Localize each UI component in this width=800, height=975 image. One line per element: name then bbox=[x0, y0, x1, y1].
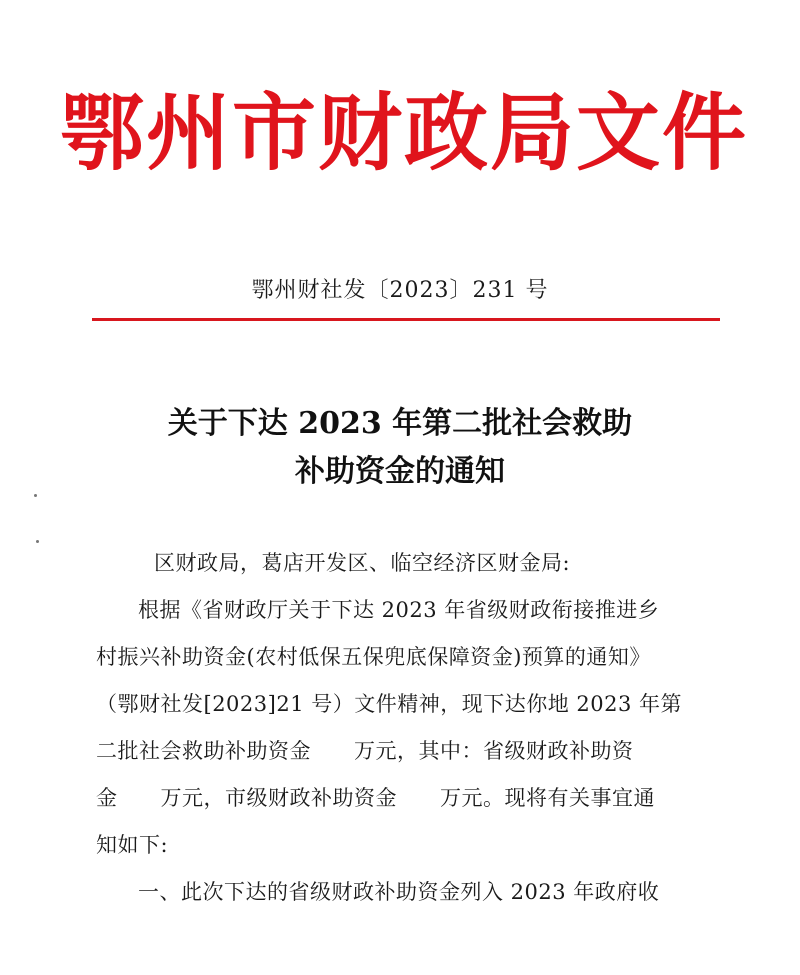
scan-artifact-dot bbox=[34, 494, 37, 497]
document-number: 鄂州财社发〔2023〕231 号 bbox=[251, 278, 549, 303]
body-line-6: 知如下: bbox=[96, 833, 169, 857]
item-1-line: 一、此次下达的省级财政补助资金列入 2023 年政府收 bbox=[138, 880, 660, 904]
body-line-5: 金 万元，市级财政补助资金 万元。现将有关事宜通 bbox=[96, 786, 655, 810]
notice-title-line-1: 关于下达 2023 年第二批社会救助 bbox=[167, 406, 633, 441]
masthead-title: 鄂州市财政局文件 bbox=[60, 83, 749, 182]
red-divider-line bbox=[92, 318, 720, 321]
scan-artifact-dot bbox=[36, 540, 39, 543]
addressee-line: 区财政局，葛店开发区、临空经济区财金局: bbox=[154, 551, 571, 575]
notice-body bbox=[96, 540, 736, 916]
body-line-3: （鄂财社发[2023]21 号）文件精神，现下达你地 2023 年第 bbox=[96, 692, 683, 716]
body-line-2: 村振兴补助资金(农村低保五保兜底保障资金)预算的通知》 bbox=[96, 645, 651, 669]
body-line-1: 根据《省财政厅关于下达 2023 年省级财政衔接推进乡 bbox=[138, 598, 660, 622]
notice-title bbox=[0, 400, 800, 496]
body-line-4: 二批社会救助补助资金 万元，其中：省级财政补助资 bbox=[96, 739, 634, 763]
notice-title-line-2: 补助资金的通知 bbox=[295, 454, 505, 489]
